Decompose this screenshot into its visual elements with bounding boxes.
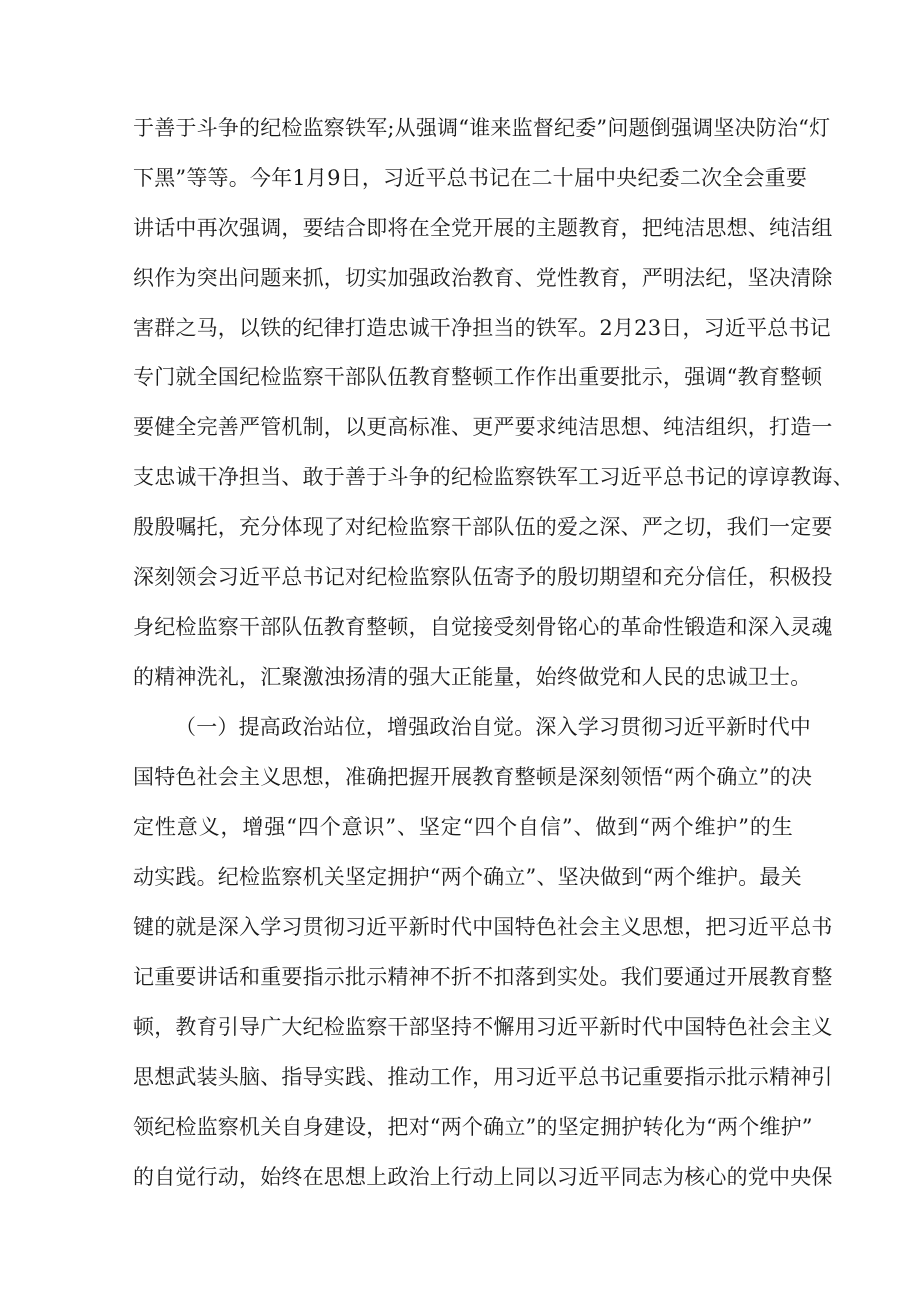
text-line: 害群之马，以铁的纪律打造忠诚干净担当的铁军。2月23日，习近平总书记 bbox=[133, 316, 831, 340]
text-line: 殷殷嘱托，充分体现了对纪检监察干部队伍的爱之深、严之切，我们一定要 bbox=[133, 515, 833, 539]
text-line: 顿，教育引导广大纪检监察干部坚持不懈用习近平新时代中国特色社会主义 bbox=[133, 1015, 833, 1039]
text-line: 专门就全国纪检监察干部队伍教育整顿工作作出重要批示，强调“教育整顿 bbox=[133, 365, 823, 389]
text-line: 思想武装头脑、指导实践、推动工作，用习近平总书记重要指示批示精神引 bbox=[133, 1065, 833, 1089]
text-line: 身纪检监察干部队伍教育整顿，自觉接受刻骨铭心的革命性锻造和深入灵魂 bbox=[133, 615, 833, 639]
text-line: 要健全完善严管机制，以更高标准、更严要求纯洁思想、纯洁组织，打造一 bbox=[133, 415, 833, 439]
text-line: 下黑”等等。今年1月9日，习近平总书记在二十届中央纪委二次全会重要 bbox=[133, 166, 808, 190]
text-line: 支忠诚干净担当、敢于善于斗争的纪检监察铁军工习近平总书记的谆谆教诲、 bbox=[133, 465, 854, 489]
text-line: 键的就是深入学习贯彻习近平新时代中国特色社会主义思想，把习近平总书 bbox=[133, 915, 833, 939]
section-heading-line: （一）提高政治站位，增强政治自觉。深入学习贯彻习近平新时代中 bbox=[175, 715, 811, 739]
text-line: 动实践。纪检监察机关坚定拥护“两个确立”、坚决做到“两个维护。最关 bbox=[133, 865, 802, 889]
text-line: 的精神洗礼，汇聚激浊扬清的强大正能量，始终做党和人民的忠诚卫士。 bbox=[133, 665, 812, 689]
text-line: 领纪检监察机关自身建设，把对“两个确立”的坚定拥护转化为“两个维护” bbox=[133, 1115, 813, 1139]
text-line: 织作为突出问题来抓，切实加强政治教育、党性教育，严明法纪，坚决清除 bbox=[133, 266, 833, 290]
text-line: 国特色社会主义思想，准确把握开展教育整顿是深刻领悟“两个确立”的决 bbox=[133, 765, 813, 789]
text-line: 讲话中再次强调，要结合即将在全党开展的主题教育，把纯洁思想、纯洁组 bbox=[133, 216, 833, 240]
text-line: 定性意义，增强“四个意识”、坚定“四个自信”、做到“两个维护”的生 bbox=[133, 815, 793, 839]
text-line: 的自觉行动，始终在思想上政治上行动上同以习近平同志为核心的党中央保 bbox=[133, 1165, 833, 1189]
text-line: 于善于斗争的纪检监察铁军;从强调“谁来监督纪委”问题倒强调坚决防治“灯 bbox=[133, 116, 831, 140]
text-line: 记重要讲话和重要指示批示精神不折不扣落到实处。我们要通过开展教育整 bbox=[133, 965, 833, 989]
text-line: 深刻领会习近平总书记对纪检监察队伍寄予的殷切期望和充分信任，积极投 bbox=[133, 565, 833, 589]
